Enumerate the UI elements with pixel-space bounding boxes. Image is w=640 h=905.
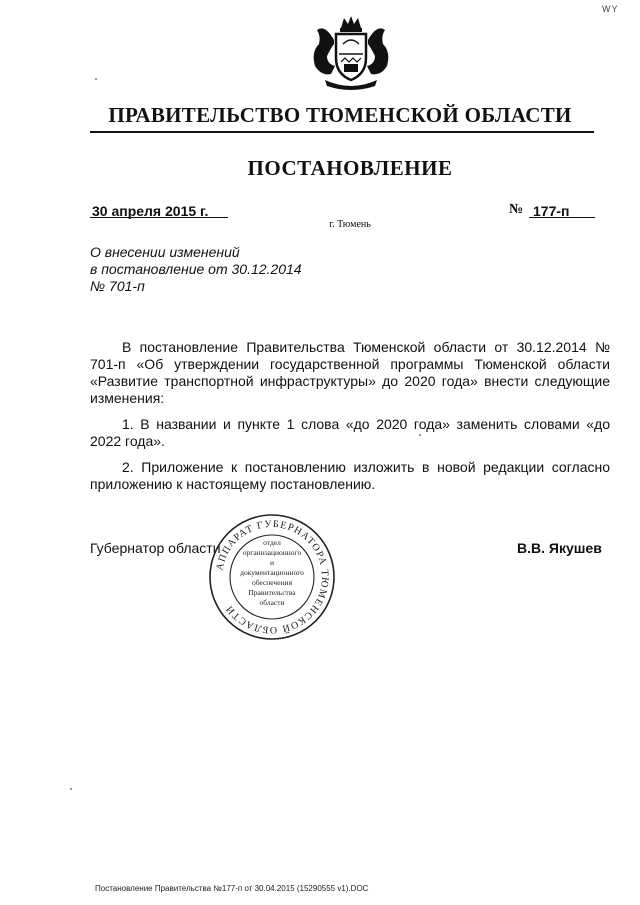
document-type: ПОСТАНОВЛЕНИЕ — [247, 156, 453, 180]
body-paragraph: 1. В названии и пункте 1 слова «до 2020 года» заменить словами «до 2022 года». — [90, 416, 610, 449]
stamp-line: области — [259, 598, 285, 607]
document-number: 177-п — [533, 203, 570, 219]
document-subject — [90, 244, 350, 295]
subject-line: № 701-п — [90, 278, 145, 294]
stamp-line: обеспечения — [251, 578, 293, 587]
body-paragraph: В постановление Правительства Тюменской области от 30.12.2014 № 701-п «Об утверждении государственной программы Тюменской области «Развитие транспортной инфраструктуры» до 2020 года» внести следующие изменения: — [90, 339, 610, 406]
document-body — [90, 339, 610, 502]
stamp-line: отдел — [263, 538, 281, 547]
scan-speck — [70, 788, 72, 790]
stamp-line: документационного — [240, 568, 304, 577]
stamp-line: Правительства — [248, 588, 296, 597]
subject-line: О внесении изменений — [90, 244, 240, 260]
number-sign: № — [509, 202, 524, 217]
coat-of-arms-emblem — [303, 14, 399, 94]
organization-title: ПРАВИТЕЛЬСТВО ТЮМЕНСКОЙ ОБЛАСТИ — [108, 103, 572, 127]
document-date: 30 апреля 2015 г. — [92, 203, 209, 219]
document-city: г. Тюмень — [329, 219, 371, 230]
body-paragraph: 2. Приложение к постановлению изложить в новой редакции согласно приложению к настоящему постановлению. — [90, 459, 610, 492]
signer-name: В.В. Якушев — [517, 540, 602, 556]
official-stamp — [207, 512, 337, 642]
stamp-line: организационного — [242, 548, 302, 557]
number-underline — [529, 217, 595, 218]
scan-speck — [419, 434, 421, 436]
stamp-ring-text: АППАРАТ ГУБЕРНАТОРА ТЮМЕНСКОЙ ОБЛАСТИ — [214, 518, 331, 636]
footer-filename: Постановление Правительства №177-п от 30.04.2015 (15290555 v1).DOC — [95, 884, 369, 893]
signer-title: Губернатор области — [90, 540, 221, 556]
date-underline — [90, 217, 228, 218]
header-divider — [90, 131, 594, 133]
corner-mark: WY — [602, 4, 619, 14]
scan-speck — [95, 78, 97, 80]
subject-line: в постановление от 30.12.2014 — [90, 261, 302, 277]
stamp-line: и — [269, 558, 275, 567]
